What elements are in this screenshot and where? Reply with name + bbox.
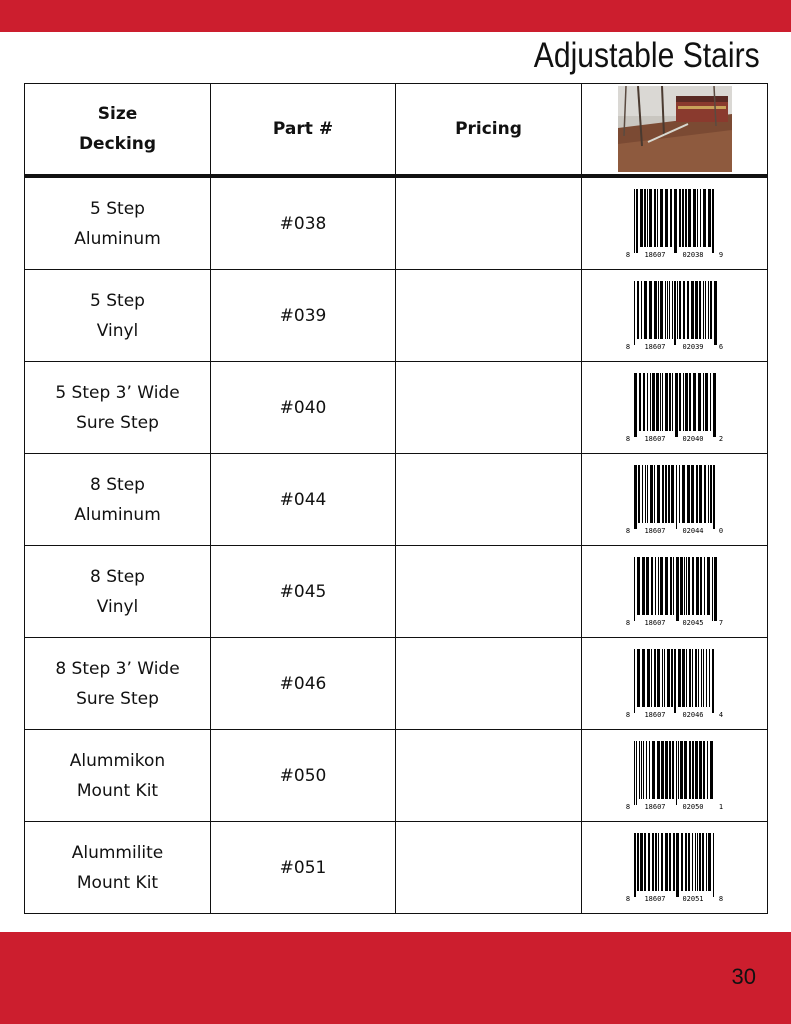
decking-text: Mount Kit xyxy=(76,780,159,801)
barcode-bar xyxy=(702,833,704,891)
barcode-bar xyxy=(705,373,708,431)
decking-text: Vinyl xyxy=(96,320,139,341)
barcode-bar xyxy=(667,281,668,339)
barcode-bar xyxy=(634,465,637,529)
barcode-bar xyxy=(678,649,681,707)
barcode-bar xyxy=(699,465,702,523)
barcode-bar xyxy=(658,281,659,339)
barcode-bar xyxy=(646,557,649,615)
part-number-cell: #040 xyxy=(211,362,396,454)
barcode-bar xyxy=(695,649,697,707)
barcode-bar xyxy=(640,833,643,891)
barcode-bar xyxy=(649,189,652,247)
barcode-digits: 02046 xyxy=(681,710,704,719)
barcode-bar xyxy=(654,281,657,339)
table-header-row xyxy=(25,84,768,177)
table-row xyxy=(25,176,768,270)
barcode-digits: 8 xyxy=(718,894,723,903)
barcode-bar xyxy=(704,557,705,615)
part-number-cell: #045 xyxy=(211,546,396,638)
barcode-bar xyxy=(700,557,702,615)
barcode-bar xyxy=(676,465,677,529)
barcode-bar xyxy=(656,373,659,431)
barcode-bar xyxy=(681,833,683,891)
barcode-bar xyxy=(636,189,638,253)
barcode-digits: 18607 xyxy=(643,526,666,535)
barcode-bar xyxy=(657,741,660,799)
barcode-bar xyxy=(697,189,698,247)
barcode-digits: 18607 xyxy=(643,710,666,719)
barcode-bar xyxy=(647,189,648,247)
upc-barcode xyxy=(623,555,727,629)
size-text: 5 Step xyxy=(90,290,145,311)
barcode-cell xyxy=(582,270,768,362)
barcode-bar xyxy=(670,557,672,615)
barcode-bar xyxy=(676,557,679,621)
barcode-bar xyxy=(679,373,681,431)
barcode-bar xyxy=(709,649,710,707)
barcode-bar xyxy=(639,741,640,799)
barcode-bar xyxy=(636,741,637,805)
barcode-bar xyxy=(707,557,710,615)
size-decking-cell xyxy=(25,546,211,638)
barcode-bar xyxy=(686,557,687,615)
barcode-bar xyxy=(683,281,685,339)
barcode-bar xyxy=(671,649,673,707)
barcode-bar xyxy=(684,741,687,799)
size-text: 8 Step xyxy=(90,474,145,495)
barcode-bar xyxy=(662,649,663,707)
barcode-bar xyxy=(665,465,667,523)
barcode-bar xyxy=(699,833,701,891)
barcode-digits: 18607 xyxy=(643,802,666,811)
barcode-bar xyxy=(696,465,698,523)
barcode-cell xyxy=(582,546,768,638)
table-row xyxy=(25,546,768,638)
barcode-digits: 02045 xyxy=(681,618,704,627)
table-row xyxy=(25,730,768,822)
barcode-bar xyxy=(703,741,705,799)
barcode-digits: 8 xyxy=(625,434,630,443)
barcode-bar xyxy=(679,189,681,247)
barcode-bar xyxy=(710,373,711,431)
barcode-bar xyxy=(712,649,714,713)
pricing-cell xyxy=(396,176,582,270)
barcode-bar xyxy=(706,833,707,891)
barcode-bar xyxy=(679,281,681,339)
barcode-digits: 18607 xyxy=(643,618,666,627)
barcode-bar xyxy=(638,465,640,523)
barcode-digits: 18607 xyxy=(643,250,666,259)
barcode-bar xyxy=(634,373,637,437)
barcode-bar xyxy=(703,373,704,431)
barcode-bar xyxy=(710,465,712,523)
barcode-bar xyxy=(649,741,650,799)
barcode-digits: 0 xyxy=(718,526,723,535)
page-title: Adjustable Stairs xyxy=(534,36,760,75)
table-row xyxy=(25,822,768,914)
barcode-bar xyxy=(695,741,698,799)
column-header-pricing: Pricing xyxy=(396,84,582,177)
table-row xyxy=(25,270,768,362)
part-number-cell: #038 xyxy=(211,176,396,270)
barcode-bar xyxy=(684,557,685,615)
barcode-bar xyxy=(634,281,635,345)
barcode-bar xyxy=(675,373,678,437)
barcode-bar xyxy=(703,281,704,339)
barcode-bar xyxy=(652,373,655,431)
barcode-bar xyxy=(672,281,673,339)
barcode-bar xyxy=(697,833,698,891)
barcode-bar xyxy=(692,833,693,891)
size-text: 8 Step xyxy=(90,566,145,587)
size-decking-cell xyxy=(25,638,211,730)
barcode-bar xyxy=(676,833,679,897)
barcode-bar xyxy=(682,465,685,523)
barcode-bar xyxy=(672,741,674,799)
barcode-bar xyxy=(642,649,645,707)
barcode-bar xyxy=(665,741,668,799)
barcode-bar xyxy=(634,189,635,253)
barcode-bar xyxy=(651,649,652,707)
barcode-bar xyxy=(712,189,714,253)
barcode-bar xyxy=(658,557,659,615)
barcode-bar xyxy=(647,373,648,431)
table-row xyxy=(25,454,768,546)
barcode-bar xyxy=(713,373,716,437)
barcode-digits: 8 xyxy=(625,710,630,719)
barcode-bar xyxy=(703,649,704,707)
barcode-digits: 1 xyxy=(718,802,723,811)
barcode-bar xyxy=(673,557,674,615)
barcode-bar xyxy=(706,649,707,707)
barcode-bar xyxy=(657,465,660,523)
barcode-bar xyxy=(660,189,663,247)
product-table xyxy=(24,83,768,914)
barcode-bar xyxy=(665,833,668,891)
barcode-bar xyxy=(688,833,690,891)
barcode-bar xyxy=(652,741,655,799)
barcode-bar xyxy=(682,649,685,707)
barcode-bar xyxy=(685,833,687,891)
barcode-bar xyxy=(642,465,643,523)
stairs-product-photo xyxy=(618,86,732,172)
barcode-bar xyxy=(673,833,675,891)
barcode-bar xyxy=(649,281,652,339)
size-text: Alummikon xyxy=(69,750,166,771)
barcode-bar xyxy=(644,189,646,247)
barcode-cell xyxy=(582,822,768,914)
barcode-bar xyxy=(677,281,678,339)
barcode-bar xyxy=(655,557,656,615)
barcode-bar xyxy=(692,649,693,707)
barcode-bar xyxy=(654,189,656,247)
barcode-bar xyxy=(661,833,663,891)
barcode-bar xyxy=(634,833,636,897)
size-decking-cell xyxy=(25,730,211,822)
barcode-bar xyxy=(648,833,650,891)
barcode-bar xyxy=(669,281,670,339)
barcode-bar xyxy=(669,741,671,799)
upc-barcode xyxy=(623,463,727,537)
barcode-bar xyxy=(710,281,712,339)
barcode-bar xyxy=(652,833,654,891)
barcode-bar xyxy=(708,189,711,247)
barcode-bar xyxy=(647,465,648,523)
barcode-bar xyxy=(651,557,653,615)
barcode-bar xyxy=(670,189,672,247)
barcode-bar xyxy=(674,649,676,713)
barcode-bar xyxy=(698,373,701,431)
barcode-bar xyxy=(714,557,717,621)
size-text: 5 Step 3’ Wide xyxy=(55,382,180,403)
barcode-bar xyxy=(692,557,694,615)
barcode-bar xyxy=(714,281,717,345)
barcode-bar xyxy=(674,189,677,253)
barcode-bar xyxy=(634,741,635,805)
barcode-bar xyxy=(692,741,694,799)
barcode-bar xyxy=(654,465,655,523)
barcode-digits: 02038 xyxy=(681,250,704,259)
barcode-bar xyxy=(712,557,713,621)
barcode-digits: 18607 xyxy=(643,894,666,903)
barcode-bar xyxy=(645,465,646,523)
pricing-cell xyxy=(396,546,582,638)
barcode-bar xyxy=(687,281,689,339)
barcode-bar xyxy=(700,189,701,247)
barcode-digits: 02039 xyxy=(681,342,704,351)
upc-barcode xyxy=(623,279,727,353)
pricing-cell xyxy=(396,362,582,454)
part-number-cell: #050 xyxy=(211,730,396,822)
pricing-cell xyxy=(396,454,582,546)
barcode-bar xyxy=(647,649,650,707)
barcode-digits: 4 xyxy=(718,710,723,719)
barcode-bar xyxy=(641,741,642,799)
barcode-bar xyxy=(679,465,680,523)
pricing-cell xyxy=(396,270,582,362)
barcode-bar xyxy=(691,465,694,523)
barcode-bar xyxy=(669,373,671,431)
barcode-bar xyxy=(693,189,696,247)
upc-barcode xyxy=(623,371,727,445)
barcode-bar xyxy=(713,833,714,897)
barcode-bar xyxy=(634,557,635,621)
barcode-bar xyxy=(637,649,640,707)
upc-barcode xyxy=(623,739,727,813)
barcode-digits: 02040 xyxy=(681,434,704,443)
barcode-bar xyxy=(708,833,711,891)
size-decking-cell xyxy=(25,454,211,546)
column-header-photo xyxy=(582,84,768,177)
barcode-bar xyxy=(642,557,645,615)
column-header-size-decking: Size Decking xyxy=(25,84,211,177)
size-decking-cell xyxy=(25,362,211,454)
barcode-cell xyxy=(582,176,768,270)
barcode-digits: 8 xyxy=(625,894,630,903)
barcode-bar xyxy=(644,833,646,891)
decking-text: Sure Step xyxy=(76,412,159,433)
barcode-digits: 02044 xyxy=(681,526,704,535)
top-accent-bar xyxy=(0,0,791,32)
barcode-bar xyxy=(698,649,699,707)
size-decking-cell xyxy=(25,822,211,914)
barcode-bar xyxy=(662,373,663,431)
barcode-bar xyxy=(657,649,660,707)
barcode-digits: 6 xyxy=(718,342,723,351)
barcode-bar xyxy=(639,373,641,431)
barcode-digits: 8 xyxy=(625,250,630,259)
part-number-cell: #039 xyxy=(211,270,396,362)
barcode-bar xyxy=(668,465,670,523)
barcode-bar xyxy=(637,281,639,339)
barcode-bar xyxy=(665,189,668,247)
barcode-bar xyxy=(650,373,651,431)
barcode-digits: 8 xyxy=(625,618,630,627)
barcode-bar xyxy=(685,373,688,431)
barcode-bar xyxy=(672,373,673,431)
barcode-bar xyxy=(660,281,663,339)
barcode-bar xyxy=(671,465,674,523)
barcode-bar xyxy=(689,649,691,707)
size-text: 8 Step 3’ Wide xyxy=(55,658,180,679)
barcode-bar xyxy=(682,189,684,247)
barcode-cell xyxy=(582,362,768,454)
decking-text: Aluminum xyxy=(74,228,161,249)
barcode-digits: 7 xyxy=(718,618,723,627)
barcode-bar xyxy=(703,189,706,247)
barcode-bar xyxy=(685,189,687,247)
barcode-bar xyxy=(708,465,709,523)
barcode-bar xyxy=(655,833,657,891)
barcode-digits: 18607 xyxy=(643,342,666,351)
upc-barcode xyxy=(623,831,727,905)
barcode-bar xyxy=(637,557,640,615)
barcode-bar xyxy=(634,649,635,713)
barcode-digits: 8 xyxy=(625,802,630,811)
barcode-bar xyxy=(696,557,699,615)
barcode-bar xyxy=(637,833,639,891)
barcode-bar xyxy=(688,189,691,247)
barcode-bar xyxy=(658,833,659,891)
size-text: Alummilite xyxy=(71,842,164,863)
barcode-bar xyxy=(695,833,696,891)
barcode-bar xyxy=(661,741,664,799)
barcode-bar xyxy=(701,649,702,707)
barcode-bar xyxy=(646,741,647,799)
barcode-bar xyxy=(680,741,683,799)
barcode-cell xyxy=(582,638,768,730)
size-text: 5 Step xyxy=(90,198,145,219)
upc-barcode xyxy=(623,187,727,261)
decking-text: Vinyl xyxy=(96,596,139,617)
pricing-cell xyxy=(396,730,582,822)
barcode-bar xyxy=(669,833,671,891)
barcode-bar xyxy=(650,465,653,523)
barcode-digits: 02050 xyxy=(681,802,704,811)
bottom-accent-bar xyxy=(0,932,791,1024)
barcode-bar xyxy=(688,557,690,615)
barcode-digits: 02051 xyxy=(681,894,704,903)
barcode-cell xyxy=(582,454,768,546)
barcode-bar xyxy=(710,741,713,799)
barcode-bar xyxy=(644,281,647,339)
barcode-bar xyxy=(686,649,687,707)
barcode-bar xyxy=(683,373,684,431)
part-number-cell: #046 xyxy=(211,638,396,730)
barcode-cell xyxy=(582,730,768,822)
barcode-digits: 9 xyxy=(718,250,723,259)
barcode-bar xyxy=(676,741,677,805)
part-number-cell: #044 xyxy=(211,454,396,546)
barcode-bar xyxy=(693,373,696,431)
barcode-bar xyxy=(708,281,709,339)
barcode-bar xyxy=(643,741,644,799)
barcode-bar xyxy=(640,189,643,247)
barcode-bar xyxy=(691,281,694,339)
barcode-bar xyxy=(665,281,666,339)
decking-text: Sure Step xyxy=(76,688,159,709)
barcode-digits: 8 xyxy=(625,526,630,535)
column-header-part: Part # xyxy=(211,84,396,177)
barcode-bar xyxy=(713,465,715,529)
barcode-digits: 2 xyxy=(718,434,723,443)
barcode-bar xyxy=(660,557,663,615)
barcode-digits: 18607 xyxy=(643,434,666,443)
barcode-bar xyxy=(699,741,702,799)
barcode-bar xyxy=(657,189,658,247)
barcode-bar xyxy=(664,649,665,707)
barcode-bar xyxy=(695,281,698,339)
barcode-bar xyxy=(680,557,683,615)
barcode-bar xyxy=(687,465,690,523)
barcode-bar xyxy=(705,281,706,339)
barcode-bar xyxy=(665,373,668,431)
upc-barcode xyxy=(623,647,727,721)
part-number-cell: #051 xyxy=(211,822,396,914)
barcode-bar xyxy=(665,557,668,615)
barcode-digits: 8 xyxy=(625,342,630,351)
barcode-bar xyxy=(704,465,706,523)
page-number: 30 xyxy=(731,964,756,989)
barcode-bar xyxy=(654,649,656,707)
barcode-bar xyxy=(667,649,670,707)
barcode-bar xyxy=(707,741,708,799)
pricing-cell xyxy=(396,822,582,914)
pricing-cell xyxy=(396,638,582,730)
barcode-bar xyxy=(643,373,645,431)
size-decking-cell xyxy=(25,270,211,362)
barcode-bar xyxy=(689,741,691,799)
table-row xyxy=(25,638,768,730)
barcode-bar xyxy=(678,741,679,799)
barcode-bar xyxy=(641,281,642,339)
size-decking-cell xyxy=(25,176,211,270)
barcode-bar xyxy=(660,373,661,431)
barcode-bar xyxy=(662,465,664,523)
barcode-bar xyxy=(689,373,691,431)
barcode-bar xyxy=(699,281,701,339)
decking-text: Aluminum xyxy=(74,504,161,525)
table-row xyxy=(25,362,768,454)
barcode-bar xyxy=(674,281,676,345)
decking-text: Mount Kit xyxy=(76,872,159,893)
